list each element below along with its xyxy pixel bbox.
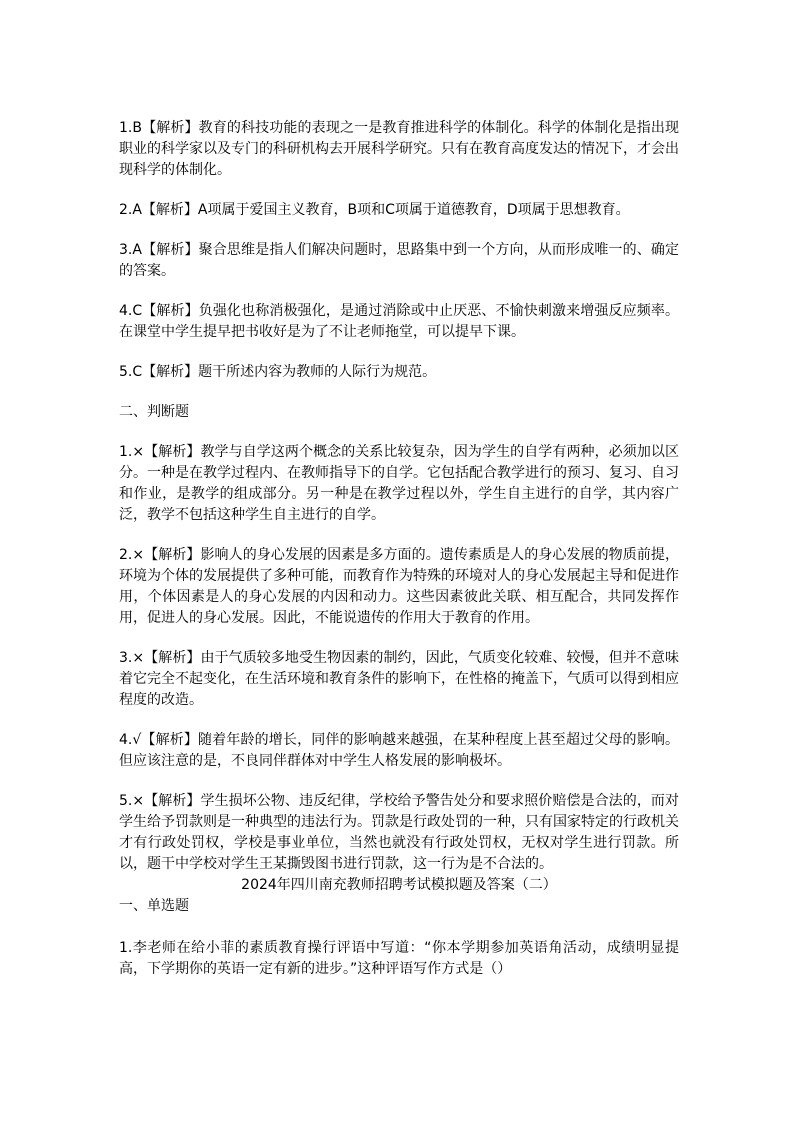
question-1: 1.李老师在给小菲的素质教育操行评语中写道：“你本学期参加英语角活动，成绩明显提高，下学期你的英语一定有新的进步。”这种评语写作方式是（） bbox=[119, 940, 679, 977]
section-heading-judgment: 二、判断题 bbox=[119, 404, 189, 420]
section-heading-single-choice: 一、单选题 bbox=[119, 898, 189, 914]
answer-1-2: 2.A【解析】A项属于爱国主义教育，B项和C项属于道德教育，D项属于思想教育。 bbox=[119, 202, 630, 218]
document-page bbox=[119, 118, 679, 999]
answer-1-4: 4.C【解析】负强化也称消极强化，是通过消除或中止厌恶、不愉快刺激来增强反应频率。在课堂中学生提早把书收好是为了不让老师拖堂，可以提早下课。 bbox=[119, 303, 679, 340]
answer-1-5: 5.C【解析】题干所述内容为教师的人际行为规范。 bbox=[119, 364, 437, 380]
answer-2-3: 3.×【解析】由于气质较多地受生物因素的制约，因此，气质变化较难、较慢，但并不意味着它完全不起变化，在生活环境和教育条件的影响下，在性格的掩盖下，气质可以得到相应程度的改造。 bbox=[119, 650, 679, 708]
answer-2-1: 1.×【解析】教学与自学这两个概念的关系比较复杂，因为学生的自学有两种，必须加以区分。一种是在教学过程内、在教师指导下的自学。它包括配合教学进行的预习、复习、自习和作业，是教学的组成部分。另一种是在教学过程以外，学生自主进行的自学，其内容广泛，教学不包括这种学生自主进行的自学。 bbox=[119, 444, 679, 523]
exam-title: 2024年四川南充教师招聘考试模拟题及答案（二） bbox=[241, 877, 557, 893]
answer-2-5: 5.×【解析】学生损坏公物、违反纪律，学校给予警告处分和要求照价赔偿是合法的，而对学生给予罚款则是一种典型的违法行为。罚款是行政处罚的一种，只有国家特定的行政机关才有行政处罚权，学校是事业单位，当然也就没有行政处罚权，无权对学生进行罚款。所以，题干中学校对学生王某撕毁图书进行罚款，这一行为是不合法的。 bbox=[119, 793, 679, 872]
answer-2-4: 4.√【解析】随着年龄的增长，同伴的影响越来越强，在某种程度上甚至超过父母的影响。但应该注意的是，不良同伴群体对中学生人格发展的影响极坏。 bbox=[119, 732, 679, 769]
answer-1-3: 3.A【解析】聚合思维是指人们解决问题时，思路集中到一个方向，从而形成唯一的、确定的答案。 bbox=[119, 242, 679, 279]
answer-2-2: 2.×【解析】影响人的身心发展的因素是多方面的。遗传素质是人的身心发展的物质前提，环境为个体的发展提供了多种可能，而教育作为特殊的环境对人的身心发展起主导和促进作用，个体因素是人的身心发展的内因和动力。这些因素彼此关联、相互配合，共同发挥作用，促进人的身心发展。因此，不能说遗传的作用大于教育的作用。 bbox=[119, 547, 679, 626]
answer-1-1: 1.B【解析】教育的科技功能的表现之一是教育推进科学的体制化。科学的体制化是指出现职业的科学家以及专门的科研机构去开展科学研究。只有在教育高度发达的情况下，才会出现科学的体制化。 bbox=[119, 120, 679, 178]
